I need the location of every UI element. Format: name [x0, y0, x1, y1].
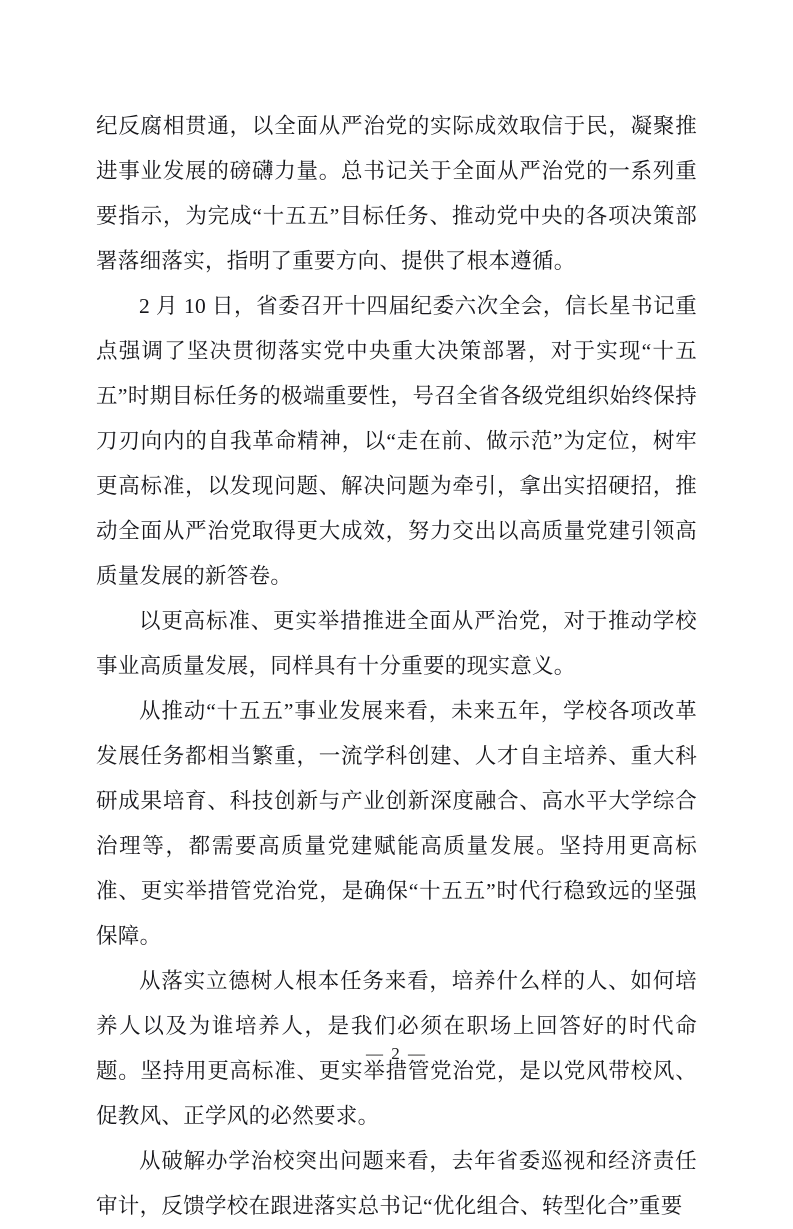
page-number: — 2 — — [366, 1044, 427, 1063]
paragraph: 从落实立德树人根本任务来看，培养什么样的人、如何培养人以及为谁培养人，是我们必须在职场上回答好的时代命题。坚持用更高标准、更实举措管党治党，是以党风带校风、促教风、正学风的必然要求。 — [96, 969, 697, 1128]
paragraph: 以更高标准、更实举措推进全面从严治党，对于推动学校事业高质量发展，同样具有十分重要的现实意义。 — [96, 609, 697, 678]
paragraph: 纪反腐相贯通，以全面从严治党的实际成效取信于民，凝聚推进事业发展的磅礴力量。总书记关于全面从严治党的一系列重要指示，为完成“十五五”目标任务、推动党中央的各项决策部署落细落实，指明了重要方向、提供了根本遵循。 — [96, 114, 697, 273]
paragraph: 2 月 10 日，省委召开十四届纪委六次全会，信长星书记重点强调了坚决贯彻落实党中央重大决策部署，对于实现“十五五”时期目标任务的极端重要性，号召全省各级党组织始终保持刀刃向内的自我革命精神，以“走在前、做示范”为定位，树牢更高标准，以发现问题、解决问题为牵引，拿出实招硬招，推动全面从严治党取得更大成效，努力交出以高质量党建引领高质量发展的新答卷。 — [96, 294, 697, 588]
paragraph: 从破解办学治校突出问题来看，去年省委巡视和经济责任审计，反馈学校在跟进落实总书记“优化组合、转型化合”重要 — [96, 1149, 697, 1218]
paragraph: 从推动“十五五”事业发展来看，未来五年，学校各项改革发展任务都相当繁重，一流学科创建、人才自主培养、重大科研成果培育、科技创新与产业创新深度融合、高水平大学综合治理等，都需要高质量党建赋能高质量发展。坚持用更高标准、更实举措管党治党，是确保“十五五”时代行稳致远的坚强保障。 — [96, 699, 697, 948]
